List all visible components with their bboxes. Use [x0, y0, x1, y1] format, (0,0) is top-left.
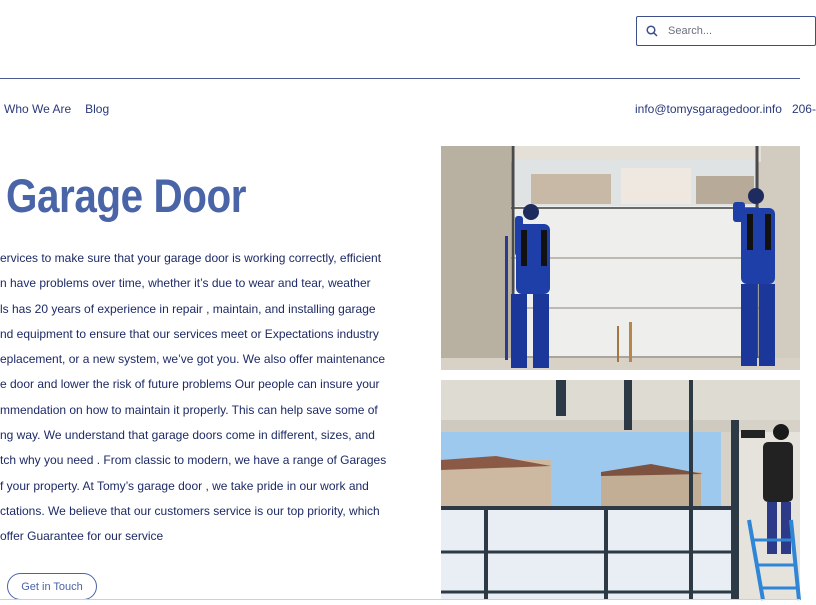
contact-phone-link[interactable]: 206- — [791, 102, 816, 116]
nav-item-blog[interactable]: Blog — [85, 102, 110, 116]
description-line: offer Guarantee for our service — [0, 529, 164, 544]
main-nav — [4, 102, 109, 116]
contact-info — [635, 102, 816, 116]
description-line: f your property. At Tomy’s garage door , we take pride in our work and — [0, 478, 369, 493]
description-line: ls has 20 years of experience in repair , maintain, and installing garage — [0, 301, 376, 316]
hero-description — [0, 250, 430, 554]
glass-garage-door-photo — [441, 380, 800, 600]
page-title: Garage Door — [6, 169, 247, 222]
bottom-divider — [0, 599, 800, 600]
description-line: ervices to make sure that your garage door is working correctly, efficient — [0, 251, 382, 265]
description-line: e door and lower the risk of future problems Our people can insure your — [0, 377, 380, 392]
get-in-touch-button[interactable]: Get in Touch — [7, 573, 97, 600]
nav-item-who-we-are[interactable]: Who We Are — [4, 102, 72, 116]
search-icon — [646, 25, 658, 37]
search-input[interactable] — [666, 24, 790, 38]
contact-email-link[interactable]: info@tomysgaragedoor.info — [635, 102, 782, 116]
description-line: ng way. We understand that garage doors come in different, sizes, and — [0, 428, 375, 443]
garage-door-installation-photo — [441, 146, 800, 370]
description-line: nd equipment to ensure that our services meet or Expectations industry — [0, 326, 379, 341]
description-line: eplacement, or a new system, we’ve got you. We also offer maintenance — [0, 352, 386, 367]
description-line: ctations. We believe that our customers service is our top priority, which — [0, 503, 380, 518]
search-box[interactable] — [636, 16, 816, 46]
description-line: tch why you need . From classic to modern, we have a range of Garages — [0, 453, 387, 468]
header-divider — [0, 78, 800, 79]
description-line: n have problems over time, whether it’s due to wear and tear, weather — [0, 276, 371, 291]
description-line: mmendation on how to maintain it properly. This can help save some of — [0, 402, 378, 417]
